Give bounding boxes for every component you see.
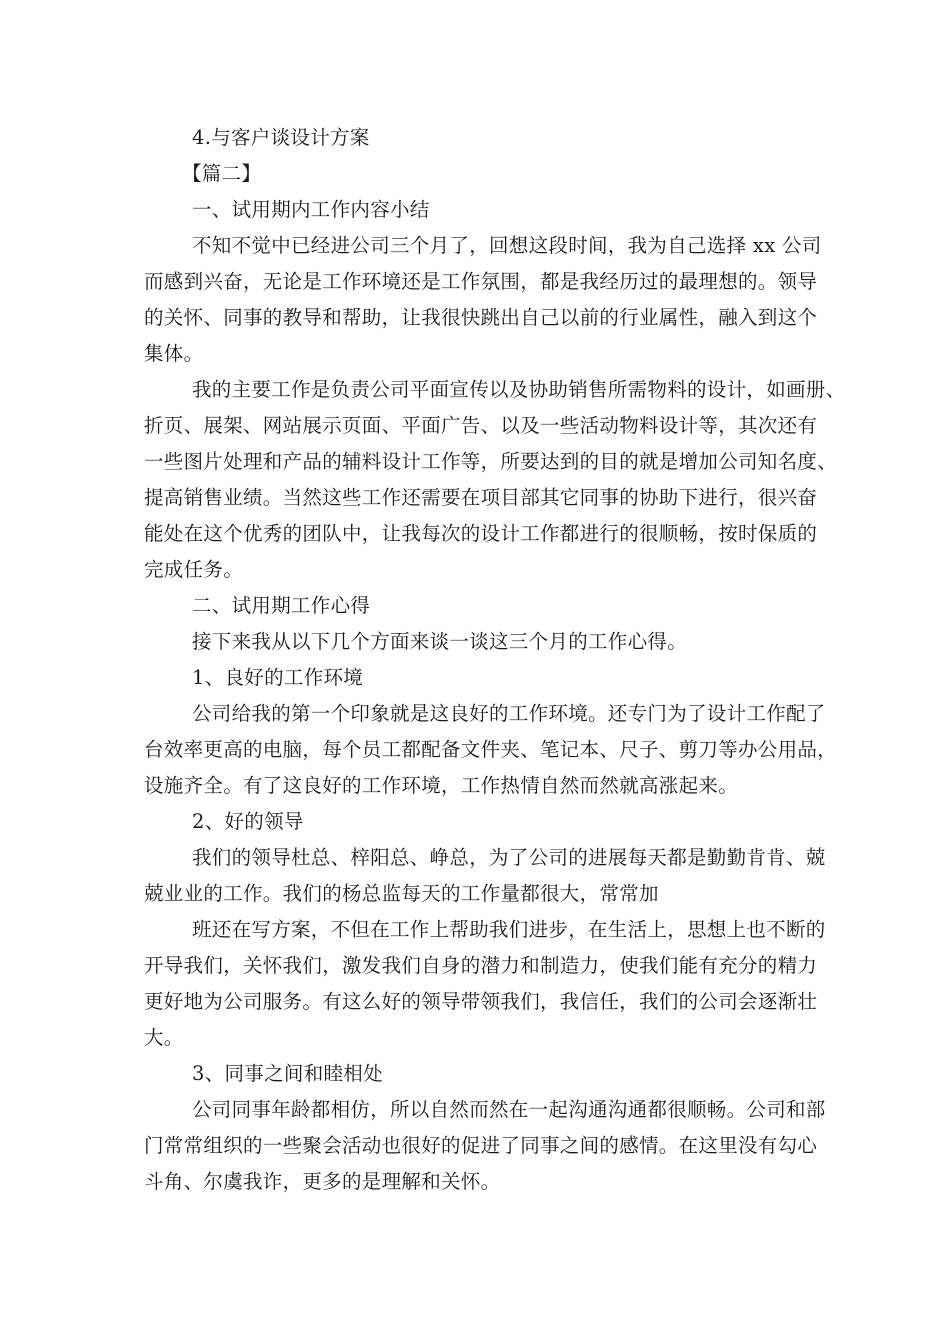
- paragraph-line: 一些图片处理和产品的辅料设计工作等，所要达到的目的就是增加公司知名度、: [144, 450, 838, 473]
- list-item-design-discussion: 4.与客户谈设计方案: [192, 126, 370, 149]
- heading-trial-work-summary: 一、试用期内工作内容小结: [192, 198, 430, 221]
- section-heading-part-two: 【篇二】: [182, 162, 262, 185]
- paragraph-line: 的关怀、同事的教导和帮助，让我很快跳出自己以前的行业属性，融入到这个: [144, 306, 818, 329]
- paragraph-line: 集体。: [144, 342, 204, 365]
- paragraph-line: 门常常组织的一些聚会活动也很好的促进了同事之间的感情。在这里没有勾心: [144, 1134, 818, 1157]
- paragraph-line: 完成任务。: [144, 558, 244, 581]
- paragraph-line: 能处在这个优秀的团队中，让我每次的设计工作都进行的很顺畅，按时保质的: [144, 522, 818, 545]
- paragraph-line: 台效率更高的电脑，每个员工都配备文件夹、笔记本、尺子、剪刀等办公用品，: [144, 738, 838, 761]
- paragraph-line: 接下来我从以下几个方面来谈一谈这三个月的工作心得。: [192, 630, 688, 653]
- paragraph-line: 公司给我的第一个印象就是这良好的工作环境。还专门为了设计工作配了: [192, 702, 826, 725]
- heading-trial-work-insights: 二、试用期工作心得: [192, 594, 371, 617]
- paragraph-line: 班还在写方案，不但在工作上帮助我们进步，在生活上，思想上也不断的: [192, 918, 826, 941]
- subheading-work-environment: 1、良好的工作环境: [192, 666, 364, 689]
- subheading-colleague-harmony: 3、同事之间和睦相处: [192, 1062, 383, 1085]
- paragraph-line: 更好地为公司服务。有这么好的领导带领我们，我信任，我们的公司会逐渐壮: [144, 990, 818, 1013]
- paragraph-line: 提高销售业绩。当然这些工作还需要在项目部其它同事的协助下进行，很兴奋: [144, 486, 818, 509]
- paragraph-line: 兢业业的工作。我们的杨总监每天的工作量都很大，常常加: [144, 882, 659, 905]
- paragraph-line: 我的主要工作是负责公司平面宣传以及协助销售所需物料的设计，如画册、: [192, 378, 846, 401]
- paragraph-line: 开导我们，关怀我们，激发我们自身的潜力和制造力，使我们能有充分的精力: [144, 954, 818, 977]
- paragraph-line: 而感到兴奋，无论是工作环境还是工作氛围，都是我经历过的最理想的。领导: [144, 270, 818, 293]
- paragraph-line: 斗角、尔虞我诈，更多的是理解和关怀。: [144, 1170, 501, 1193]
- paragraph-line: 公司同事年龄都相仿，所以自然而然在一起沟通沟通都很顺畅。公司和部: [192, 1098, 826, 1121]
- paragraph-line: 大。: [144, 1026, 184, 1049]
- paragraph-line: 我们的领导杜总、梓阳总、峥总，为了公司的进展每天都是勤勤肯肯、兢: [192, 846, 826, 869]
- subheading-good-leadership: 2、好的领导: [192, 810, 304, 833]
- paragraph-line: 设施齐全。有了这良好的工作环境，工作热情自然而然就高涨起来。: [144, 774, 739, 797]
- paragraph-line: 折页、展架、网站展示页面、平面广告、以及一些活动物料设计等，其次还有: [144, 414, 818, 437]
- paragraph-line: 不知不觉中已经进公司三个月了，回想这段时间，我为自己选择 xx 公司: [192, 234, 822, 257]
